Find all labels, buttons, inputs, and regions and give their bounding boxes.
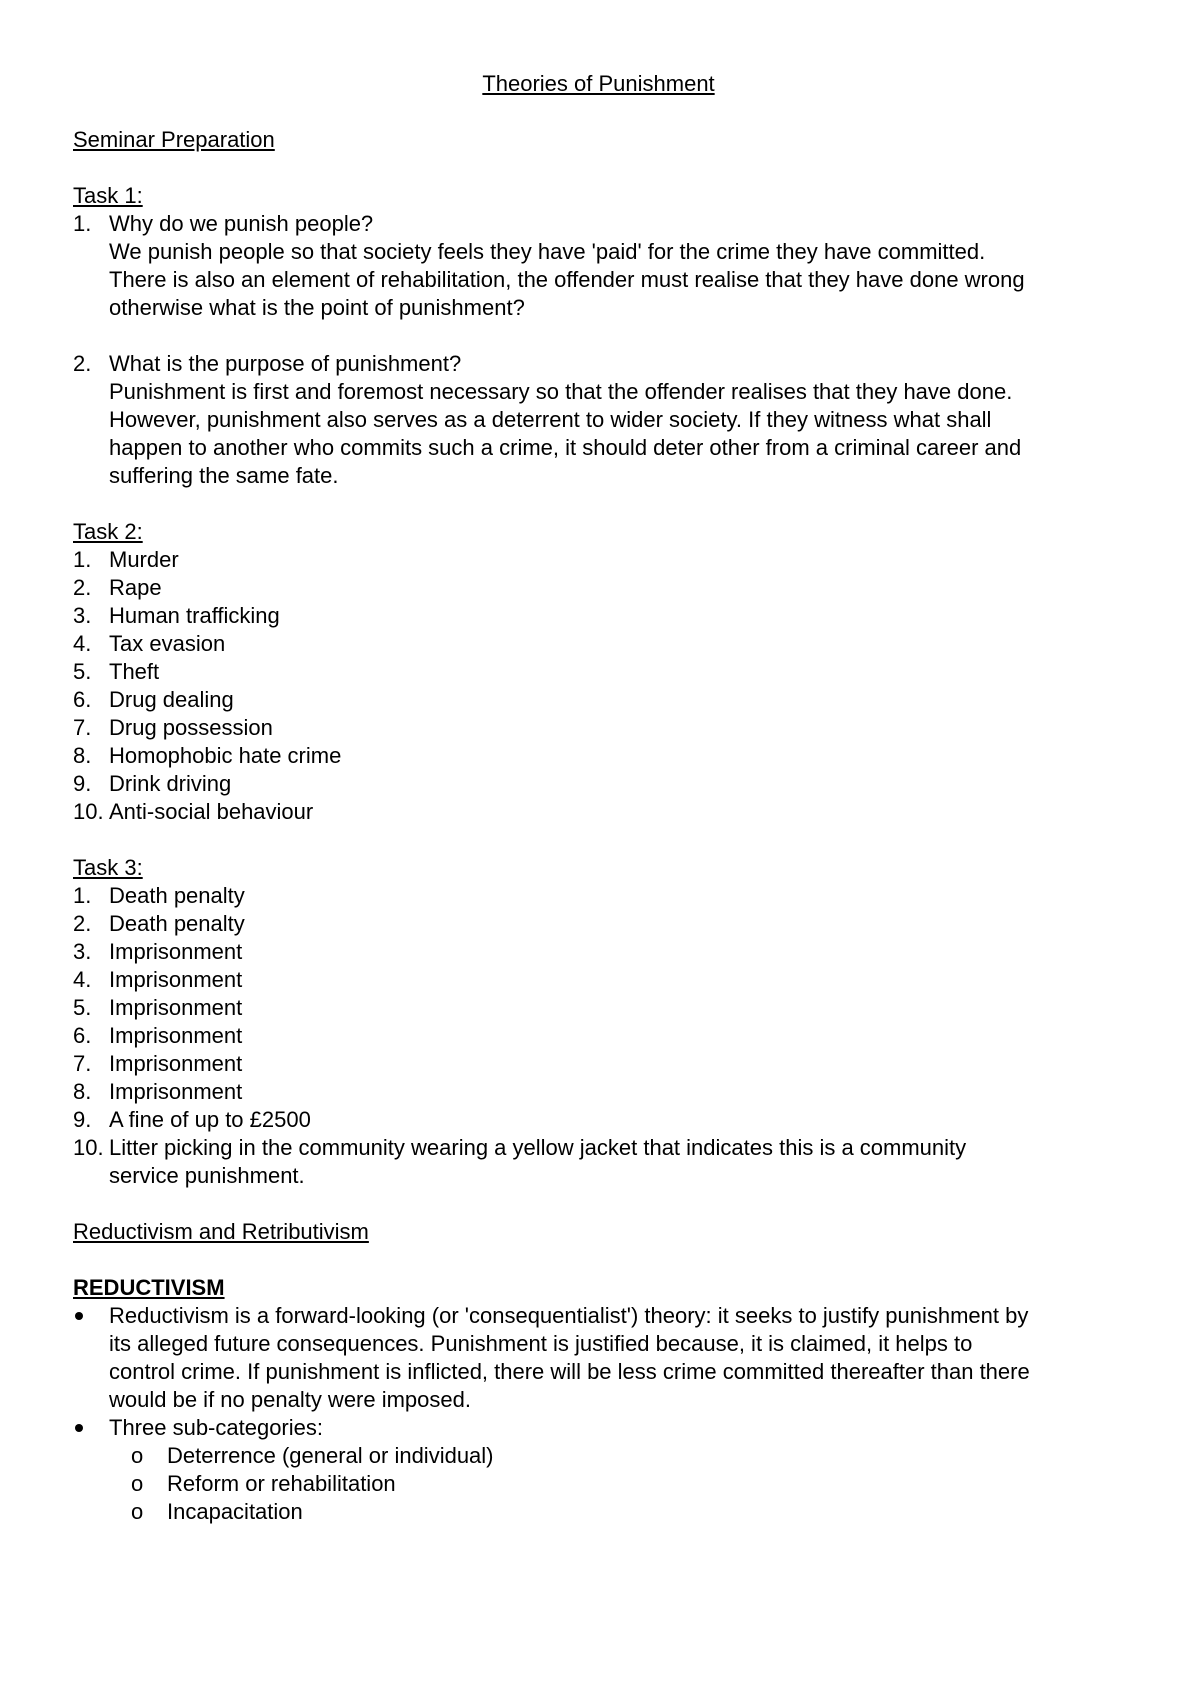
item-number: 5. (73, 659, 92, 684)
list-item (73, 770, 1124, 798)
item-text: Death penalty (109, 883, 245, 908)
task1-question: What is the purpose of punishment? (109, 351, 462, 376)
item-number: 2. (73, 351, 92, 376)
hollow-bullet-icon: o (131, 1443, 144, 1468)
task2-list (73, 546, 1124, 826)
item-number: 1. (73, 883, 92, 908)
item-number: 7. (73, 1051, 92, 1076)
list-item (73, 658, 1124, 686)
item-text: Drink driving (109, 771, 232, 796)
item-text: service punishment. (109, 1163, 305, 1188)
bullet-line: Reductivism is a forward-looking (or 'consequentialist') theory: it seeks to justify punishment by (109, 1303, 1029, 1328)
hollow-bullet-icon: o (131, 1499, 144, 1524)
item-number: 8. (73, 1079, 92, 1104)
list-item (73, 546, 1124, 574)
bullet-line: control crime. If punishment is inflicted, there will be less crime committed thereafter than there (109, 1359, 1030, 1384)
item-number: 1. (73, 547, 92, 572)
item-number: 8. (73, 743, 92, 768)
answer-line: We punish people so that society feels they have 'paid' for the crime they have committed. (109, 239, 986, 264)
sub-list-item (73, 1442, 1124, 1470)
task2-heading: Task 2: (73, 519, 143, 544)
item-text: Imprisonment (109, 1051, 243, 1076)
item-text: Drug dealing (109, 687, 234, 712)
item-number: 7. (73, 715, 92, 740)
list-item (73, 798, 1124, 826)
answer-line: otherwise what is the point of punishment? (109, 295, 525, 320)
item-number: 10. (73, 1135, 104, 1160)
answer-line: suffering the same fate. (109, 463, 339, 488)
task1-question: Why do we punish people? (109, 211, 374, 236)
item-text: Imprisonment (109, 939, 243, 964)
list-item (73, 910, 1124, 938)
item-text: Death penalty (109, 911, 245, 936)
task1-list (73, 210, 1124, 490)
reductivism-subheading: REDUCTIVISM (73, 1275, 225, 1300)
list-item (73, 742, 1124, 770)
list-item (73, 1078, 1124, 1106)
item-text: Litter picking in the community wearing a yellow jacket that indicates this is a community (109, 1135, 967, 1160)
list-item (73, 1134, 1124, 1190)
item-number: 5. (73, 995, 92, 1020)
sub-list-item (73, 1470, 1124, 1498)
item-text: Theft (109, 659, 160, 684)
bullet-icon (75, 1424, 83, 1432)
list-item (73, 602, 1124, 630)
answer-line: Punishment is first and foremost necessary so that the offender realises that they have done. (109, 379, 1013, 404)
list-item (73, 630, 1124, 658)
task1-item (73, 210, 1124, 322)
item-text: Imprisonment (109, 967, 243, 992)
item-number: 9. (73, 771, 92, 796)
bullet-icon (75, 1312, 83, 1320)
item-number: 3. (73, 603, 92, 628)
list-item (73, 882, 1124, 910)
list-item (73, 1022, 1124, 1050)
item-number: 4. (73, 631, 92, 656)
item-text: Anti-social behaviour (109, 799, 314, 824)
item-text: Drug possession (109, 715, 273, 740)
reductivism-retributivism-heading: Reductivism and Retributivism (73, 1219, 369, 1244)
bullet-item (73, 1302, 1124, 1414)
item-text: Imprisonment (109, 1079, 243, 1104)
bullet-line: Three sub-categories: (109, 1415, 323, 1440)
reductivism-bullets (73, 1302, 1124, 1442)
list-item (73, 966, 1124, 994)
sub-item-text: Incapacitation (167, 1499, 303, 1524)
item-text: Imprisonment (109, 1023, 243, 1048)
answer-line: happen to another who commits such a crime, it should deter other from a criminal career and (109, 435, 1022, 460)
answer-line: However, punishment also serves as a deterrent to wider society. If they witness what shall (109, 407, 992, 432)
item-number: 4. (73, 967, 92, 992)
document-title: Theories of Punishment (482, 71, 715, 96)
sub-list-item (73, 1498, 1124, 1526)
task3-list (73, 882, 1124, 1190)
item-number: 1. (73, 211, 92, 236)
task1-heading: Task 1: (73, 183, 143, 208)
item-text: Rape (109, 575, 162, 600)
task1-item (73, 350, 1124, 490)
item-text: Tax evasion (109, 631, 226, 656)
item-number: 2. (73, 911, 92, 936)
item-number: 6. (73, 1023, 92, 1048)
sub-category-list (73, 1442, 1124, 1526)
item-number: 6. (73, 687, 92, 712)
item-number: 9. (73, 1107, 92, 1132)
item-text: Human trafficking (109, 603, 280, 628)
list-item (73, 1106, 1124, 1134)
item-text: A fine of up to £2500 (109, 1107, 311, 1132)
sub-item-text: Deterrence (general or individual) (167, 1443, 494, 1468)
list-item (73, 1050, 1124, 1078)
item-text: Homophobic hate crime (109, 743, 342, 768)
list-item (73, 714, 1124, 742)
item-number: 3. (73, 939, 92, 964)
hollow-bullet-icon: o (131, 1471, 144, 1496)
list-item (73, 686, 1124, 714)
list-item (73, 938, 1124, 966)
bullet-line: its alleged future consequences. Punishment is justified because, it is claimed, it helps to (109, 1331, 973, 1356)
sub-item-text: Reform or rehabilitation (167, 1471, 396, 1496)
answer-line: There is also an element of rehabilitation, the offender must realise that they have done wrong (109, 267, 1025, 292)
item-text: Imprisonment (109, 995, 243, 1020)
task3-heading: Task 3: (73, 855, 143, 880)
item-number: 2. (73, 575, 92, 600)
list-item (73, 994, 1124, 1022)
item-text: Murder (109, 547, 179, 572)
list-item (73, 574, 1124, 602)
bullet-item (73, 1414, 1124, 1442)
bullet-line: would be if no penalty were imposed. (109, 1387, 471, 1412)
item-number: 10. (73, 799, 104, 824)
seminar-heading: Seminar Preparation (73, 127, 275, 152)
